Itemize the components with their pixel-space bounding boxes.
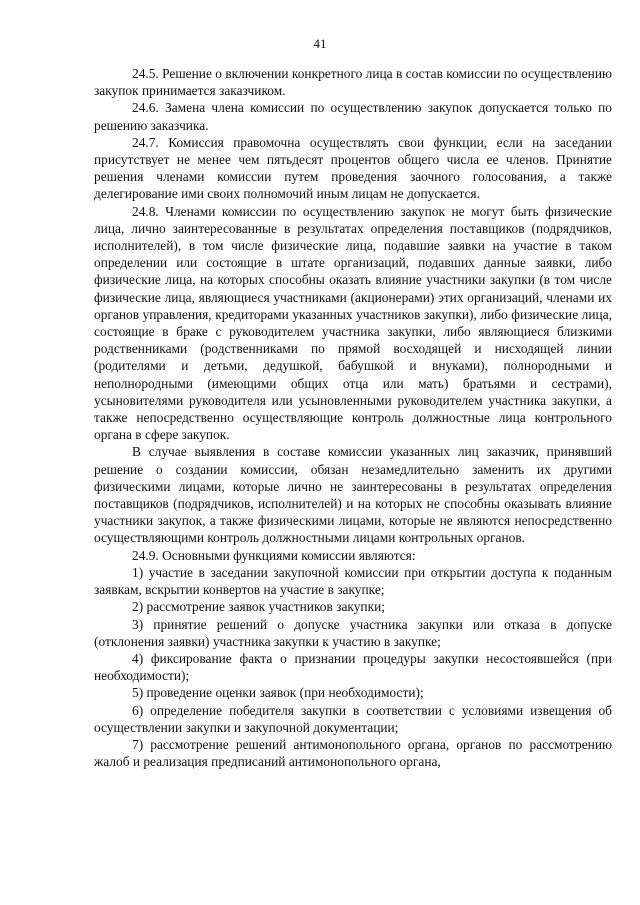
list-item-3: 3) принятие решений о допуске участника закупки или отказа в допуске (отклонения заявки) участника закупки к участию в закупке; [94,616,612,649]
page-number: 41 [313,36,327,51]
paragraph-24-5: 24.5. Решение о включении конкретного лица в состав комиссии по осуществлению закупок принимается заказчиком. [94,66,612,99]
document-body [94,65,612,770]
paragraph-24-9: 24.9. Основными функциями комиссии являются: [132,547,416,563]
list-item-7: 7) рассмотрение решений антимонопольного органа, органов по рассмотрению жалоб и реализация предписаний антимонопольного органа, [94,736,612,770]
list-item-1: 1) участие в заседании закупочной комиссии при открытии доступа к поданным заявкам, вскрытии конвертов на участие в закупке; [94,564,612,598]
list-item-2: 2) рассмотрение заявок участников закупки; [132,599,385,615]
paragraph-24-6: 24.6. Замена члена комиссии по осуществлению закупок допускается только по решению заказчика. [94,100,612,133]
paragraph-24-7: 24.7. Комиссия правомочна осуществлять свои функции, если на заседании присутствует не менее чем пятьдесят процентов общего числа ее членов. Принятие решения членами комиссии путем проведения заочного голосования, а также делегирование ими своих полномочий иным лицам не допускается. [94,134,612,202]
paragraph-24-8: 24.8. Членами комиссии по осуществлению закупок не могут быть физические лица, лично заинтересованные в результатах определения поставщиков (подрядчиков, исполнителей), в том числе физические лица, подавшие заявки на участие в таком определении или состоящие в штате организаций, подавших данные заявки, либо физические лица, на которых способны оказать влияние участники закупки (в том числе физические лица, являющиеся участниками (акционерами) этих организаций, членами их органов управления, кредиторами указанных участников закупки), либо физические лица, состоящие в браке с руководителем участника закупки, либо являющиеся близкими родственниками (родственниками по прямой восходящей и нисходящей линии (родителями и детьми, дедушкой, бабушкой и внуками), полнородными и неполнородными (имеющими общих отца или мать) братьями и сестрами), усыновителями руководителя или усыновленными руководителем участника закупки, а также непосредственно осуществляющие контроль должностные лица контрольного органа в сфере закупок. [94,203,612,443]
paragraph-24-8-continuation: В случае выявления в составе комиссии указанных лиц заказчик, принявший решение о создании комиссии, обязан незамедлительно заменить их другими физическими лицами, которые лично не заинтересованы в результатах определения поставщиков (подрядчиков, исполнителей) и на которых не способны оказывать влияние участники закупок, а также физическими лицами, которые не являются непосредственно осуществляющими контроль должностными лицами контрольных органов. [94,444,612,546]
list-item-5: 5) проведение оценки заявок (при необходимости); [132,685,424,701]
list-item-6: 6) определение победителя закупки в соответствии с условиями извещения об осуществлении закупки и закупочной документации; [94,702,612,735]
list-item-4: 4) фиксирование факта о признании процедуры закупки несостоявшейся (при необходимости); [94,650,612,684]
